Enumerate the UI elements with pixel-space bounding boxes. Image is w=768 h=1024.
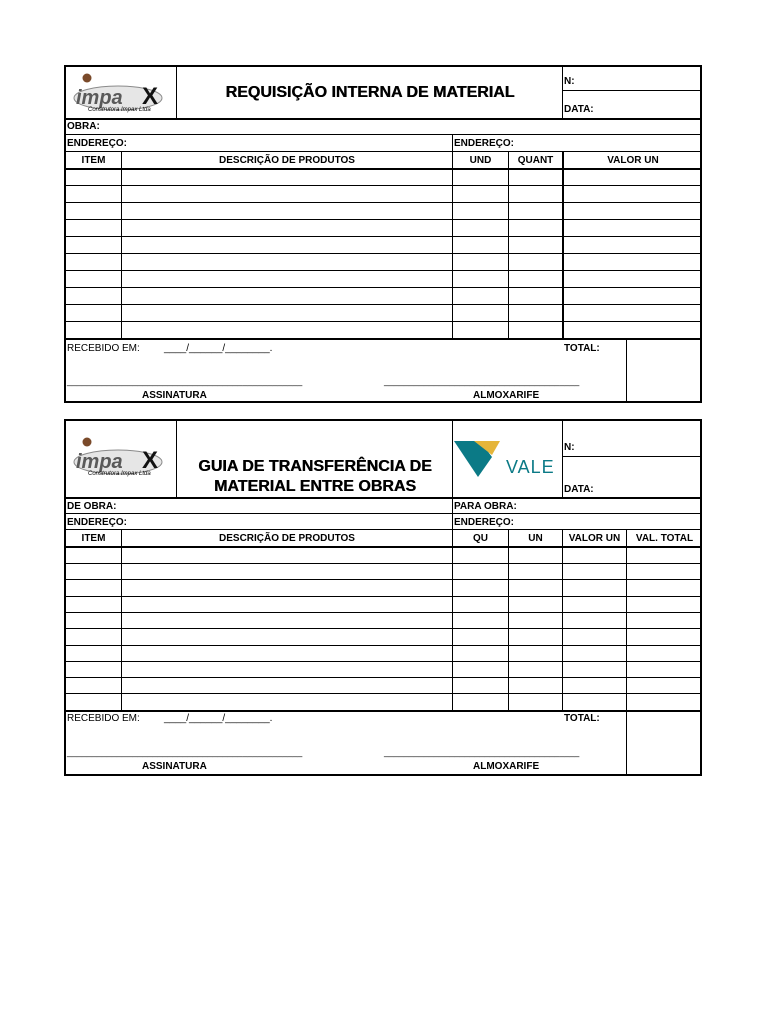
- vale-logo: [454, 439, 562, 479]
- almoxarife-label: ALMOXARIFE: [473, 390, 540, 401]
- almoxarife-line: _______________________________________: [384, 376, 580, 386]
- col-header-descricao: DESCRIÇÃO DE PRODUTOS: [219, 533, 355, 544]
- form-title: REQUISIÇÃO INTERNA DE MATERIAL: [225, 84, 515, 101]
- table-row: [66, 693, 702, 694]
- svg-text:impa: impa: [76, 87, 123, 109]
- impax-logo: [72, 435, 170, 479]
- svg-text:X: X: [142, 83, 159, 110]
- logo-subtitle: Construtora Impax Ltda: [88, 107, 151, 113]
- svg-text:X: X: [142, 447, 159, 474]
- table-row: [66, 287, 702, 288]
- table-row: [66, 253, 702, 254]
- table-row: [66, 304, 702, 305]
- col-header-quant: QUANT: [517, 155, 554, 166]
- endereco-right-label: ENDEREÇO:: [454, 138, 515, 149]
- de-obra-label: DE OBRA:: [67, 501, 117, 512]
- endereco-right-label: ENDEREÇO:: [454, 517, 515, 528]
- table-row: [66, 219, 702, 220]
- col-header-un: UN: [528, 533, 543, 544]
- col-header-descricao: DESCRIÇÃO DE PRODUTOS: [219, 155, 355, 166]
- table-row: [66, 185, 702, 186]
- table-row: [66, 270, 702, 271]
- table-row: [66, 596, 702, 597]
- svg-text:VALE: VALE: [506, 457, 555, 477]
- table-row: [66, 612, 702, 613]
- table-row: [66, 661, 702, 662]
- total-label: TOTAL:: [564, 713, 600, 724]
- table-row: [66, 236, 702, 237]
- recebido-date-blank: ____/______/________.: [164, 713, 273, 724]
- svg-text:impa: impa: [76, 451, 123, 473]
- recebido-label: RECEBIDO EM:: [67, 713, 140, 724]
- almoxarife-label: ALMOXARIFE: [473, 761, 540, 772]
- table-row: [66, 628, 702, 629]
- col-header-valor-un: VALOR UN: [568, 533, 621, 544]
- table-row: [66, 202, 702, 203]
- table-row: [66, 321, 702, 322]
- guia-transferencia-form: [64, 419, 702, 776]
- n-label: N:: [564, 76, 575, 87]
- impax-logo: [72, 71, 170, 115]
- form-title-line1: GUIA DE TRANSFERÊNCIA DE: [198, 458, 432, 475]
- col-header-item: ITEM: [81, 533, 106, 544]
- recebido-label: RECEBIDO EM:: [67, 343, 140, 354]
- form-title-line2: MATERIAL ENTRE OBRAS: [213, 478, 417, 495]
- data-label: DATA:: [564, 104, 594, 115]
- table-row: [66, 579, 702, 580]
- assinatura-label: ASSINATURA: [142, 390, 207, 401]
- endereco-left-label: ENDEREÇO:: [67, 138, 128, 149]
- table-row: [66, 563, 702, 564]
- obra-label: OBRA:: [67, 121, 100, 132]
- col-header-und: UND: [469, 155, 492, 166]
- data-label: DATA:: [564, 484, 594, 495]
- para-obra-label: PARA OBRA:: [454, 501, 517, 512]
- col-header-item: ITEM: [81, 155, 106, 166]
- table-row: [66, 645, 702, 646]
- assinatura-line: _______________________________________________: [67, 376, 303, 386]
- endereco-left-label: ENDEREÇO:: [67, 517, 128, 528]
- almoxarife-line: _______________________________________: [384, 747, 580, 757]
- assinatura-label: ASSINATURA: [142, 761, 207, 772]
- assinatura-line: _______________________________________________: [67, 747, 303, 757]
- requisicao-form: [64, 65, 702, 403]
- table-row: [66, 677, 702, 678]
- col-header-valor-un: VALOR UN: [607, 155, 659, 166]
- col-header-val-total: VAL. TOTAL: [635, 533, 694, 544]
- logo-subtitle: Construtora Impax Ltda: [88, 471, 151, 477]
- recebido-date-blank: ____/______/________.: [164, 343, 273, 354]
- total-label: TOTAL:: [564, 343, 600, 354]
- col-header-qu: QU: [473, 533, 488, 544]
- n-label: N:: [564, 442, 575, 453]
